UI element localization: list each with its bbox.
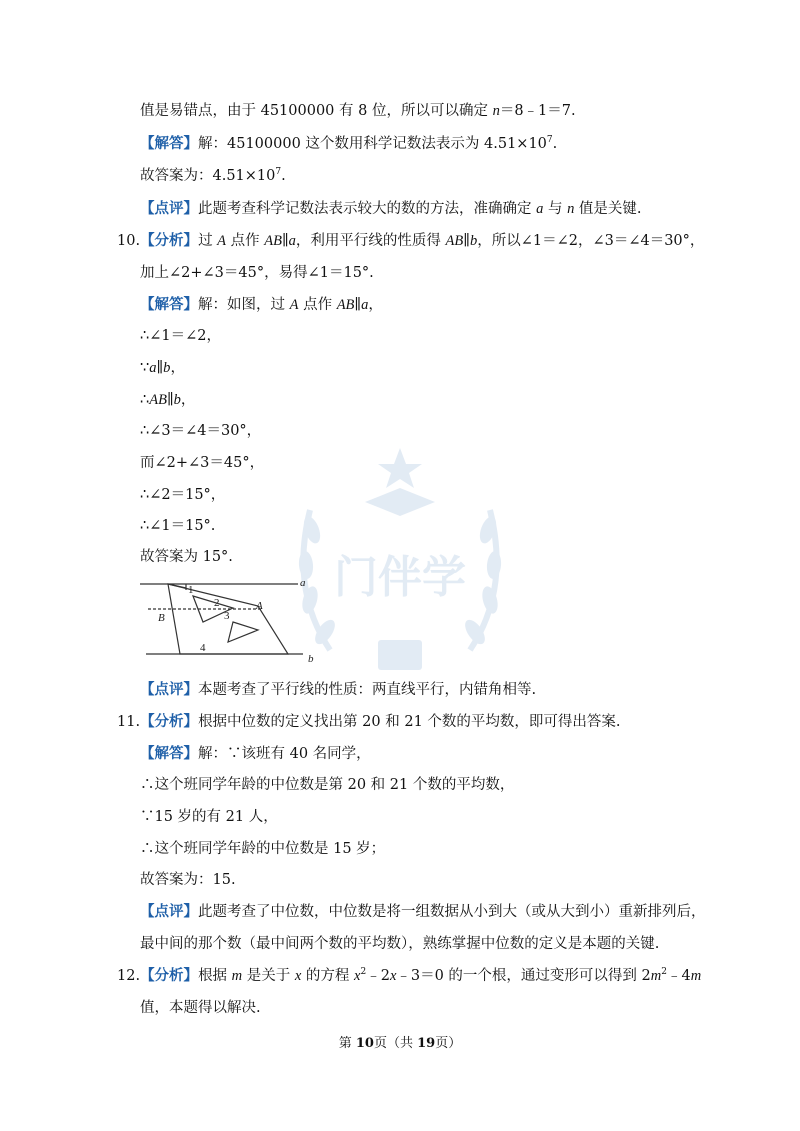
answer-tag: 【解答】 — [140, 745, 198, 762]
text: ，所以∠1＝∠2，∠3＝∠4＝30°， — [477, 233, 705, 249]
page-total: 19 — [417, 1036, 436, 1051]
q10-comment — [140, 680, 536, 700]
label-A: A — [256, 600, 263, 612]
text: ﹣3＝0 的一个根，通过变形可以得到 2 — [396, 968, 651, 984]
q10-step1: ∴∠1＝∠2， — [140, 328, 221, 344]
text: ∴ — [140, 392, 150, 408]
analysis-tag: 【分析】 — [140, 713, 199, 730]
text: 页） — [435, 1036, 462, 1051]
text: 值是易错点，由于 45100000 有 8 位，所以可以确定 — [140, 103, 493, 119]
text: ﹣2 — [366, 968, 390, 984]
text: 页（共 — [373, 1036, 418, 1051]
text: . — [552, 136, 558, 152]
text: 解：45100000 这个数用科学记数法表示为 4.51×10 — [198, 136, 547, 152]
var: x — [389, 968, 397, 984]
text: 点作 — [226, 233, 265, 249]
text: 点作 — [298, 297, 337, 313]
text: ， — [368, 297, 383, 313]
analysis-tag: 【分析】 — [140, 232, 199, 249]
angle-1: 1 — [188, 584, 194, 596]
q11-answer-line1 — [140, 744, 371, 764]
q10-step5: 而∠2+∠3＝45°， — [140, 455, 265, 471]
text: 值是关键. — [574, 201, 642, 217]
text: ， — [170, 360, 185, 376]
q10-step3 — [140, 390, 195, 410]
text: 此题考查科学记数法表示较大的数的方法，准确确定 — [198, 201, 537, 217]
text-line-error-point — [140, 101, 576, 121]
q10-analysis-line1 — [117, 231, 704, 251]
q10-analysis-line2: 加上∠2+∠3＝45°，易得∠1＝15°. — [140, 265, 374, 281]
comment-tag: 【点评】 — [140, 200, 198, 217]
text: 故答案为：4.51×10 — [140, 168, 276, 184]
text: ﹣4 — [667, 968, 691, 984]
exponent: 7 — [546, 135, 553, 145]
q10-final-answer: 故答案为 15°. — [140, 549, 233, 565]
answer-tag: 【解答】 — [140, 296, 198, 313]
question-number: 11. — [117, 714, 141, 730]
q12-analysis-line1 — [117, 966, 701, 986]
q11-step1: ∴这个班同学年龄的中位数是第 20 和 21 个数的平均数， — [140, 777, 515, 793]
var: AB∥a — [264, 233, 296, 249]
var: AB∥a — [336, 297, 369, 313]
q10-step2 — [140, 358, 185, 378]
angle-4: 4 — [200, 642, 206, 654]
page-number: 10 — [355, 1036, 374, 1051]
var: m — [650, 968, 662, 984]
text: 根据中位数的定义找出第 20 和 21 个数的平均数，即可得出答案. — [198, 714, 621, 730]
text: 本题考查了平行线的性质：两直线平行，内错角相等. — [198, 682, 537, 698]
exponent: 2 — [360, 967, 367, 977]
q11-step3: ∴这个班同学年龄的中位数是 15 岁； — [140, 841, 386, 857]
var: A — [217, 233, 227, 249]
angle-3: 3 — [224, 610, 230, 622]
var: a∥b — [149, 360, 171, 376]
parallel-lines-figure — [138, 574, 328, 670]
text: ，利用平行线的性质得 — [295, 233, 446, 249]
text: 解：∵该班有 40 名同学， — [198, 746, 371, 762]
text: 过 — [198, 233, 218, 249]
var: a — [536, 201, 544, 217]
var: n — [492, 103, 500, 119]
q12-analysis-line2: 值，本题得以解决. — [140, 1000, 261, 1016]
analysis-tag: 【分析】 — [140, 967, 199, 984]
exponent: 7 — [275, 167, 282, 177]
answer-tag: 【解答】 — [140, 135, 198, 152]
var: m — [231, 968, 243, 984]
var: AB∥b — [445, 233, 478, 249]
q11-step2: ∵15 岁的有 21 人， — [140, 809, 278, 825]
text: 第 — [338, 1036, 356, 1051]
watermark-text: 门伴学 — [334, 552, 466, 603]
var: A — [289, 297, 299, 313]
var: AB∥b — [149, 392, 181, 408]
q11-final-answer: 故答案为：15. — [140, 872, 236, 888]
comment-line-9 — [140, 199, 642, 219]
var: m — [690, 968, 702, 984]
q10-step7: ∴∠1＝15°. — [140, 518, 216, 534]
comment-tag: 【点评】 — [140, 903, 198, 920]
text: ＝8﹣1＝7. — [499, 103, 576, 119]
question-number: 10. — [117, 233, 141, 249]
triangle-ruler-small — [228, 622, 258, 642]
text: 是关于 — [242, 968, 295, 984]
angle-2: 2 — [214, 597, 220, 609]
q10-step4: ∴∠3＝∠4＝30°， — [140, 423, 262, 439]
question-number: 12. — [117, 968, 141, 984]
q11-comment-line2: 最中间的那个数（最中间两个数的平均数），熟练掌握中位数的定义是本题的关键. — [140, 936, 660, 952]
text: 与 — [543, 201, 568, 217]
text: 的方程 — [301, 968, 355, 984]
label-b: b — [308, 653, 314, 665]
q10-step6: ∴∠2＝15°， — [140, 487, 226, 503]
label-a: a — [300, 577, 306, 589]
page-footer — [0, 1035, 800, 1053]
q11-comment-line1 — [140, 902, 706, 922]
q10-answer-line1 — [140, 295, 383, 315]
var: x — [294, 968, 302, 984]
exponent: 2 — [661, 967, 667, 977]
text: 解：如图，过 — [198, 297, 290, 313]
var: x — [354, 968, 361, 984]
var: n — [567, 201, 575, 217]
text: 此题考查了中位数，中位数是将一组数据从小到大（或从大到小）重新排列后， — [198, 904, 706, 920]
answer-line-9 — [140, 134, 557, 154]
q11-analysis — [117, 712, 621, 732]
text: ， — [180, 392, 196, 408]
text: 根据 — [198, 968, 232, 984]
label-B: B — [158, 612, 165, 624]
text: ∵ — [140, 360, 150, 376]
text: . — [281, 168, 286, 184]
final-answer-9 — [140, 166, 286, 186]
comment-tag: 【点评】 — [140, 681, 198, 698]
